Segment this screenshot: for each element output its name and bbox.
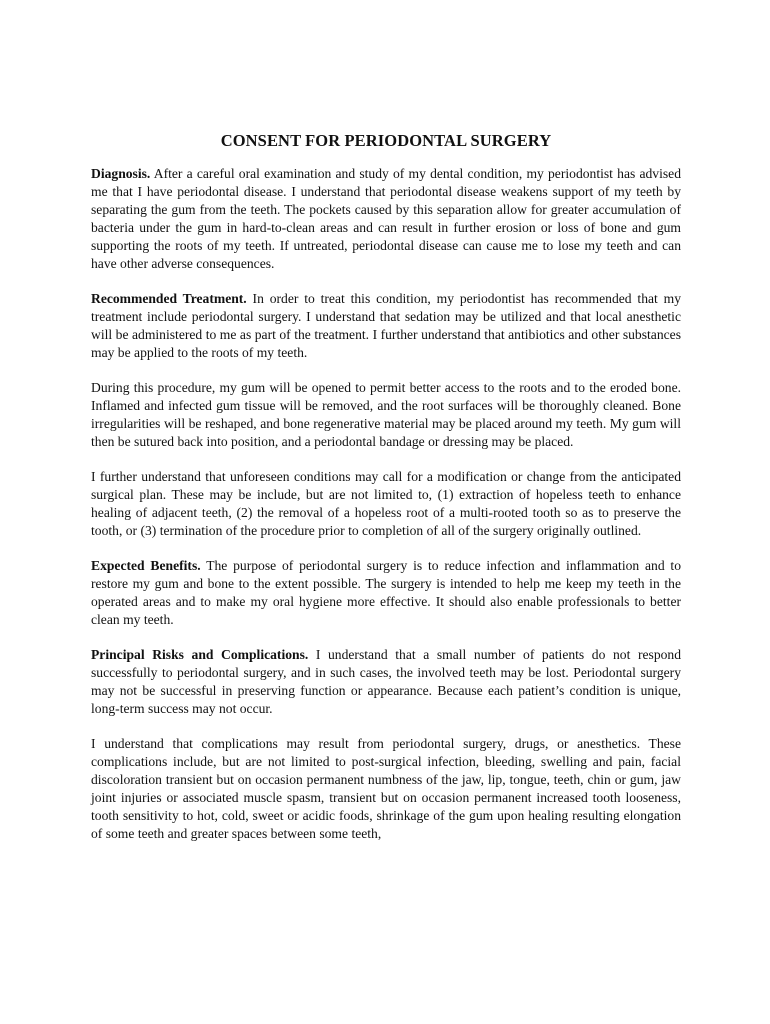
complications-text: I understand that complications may result from periodontal surgery, drugs, or anesthetics. These complications include, but are not limited to post-surgical infection, bleeding, swelling and pain, facial discoloration transient but on occasion permanent numbness of the jaw, lip, tongue, teeth, chin or gum, jaw joint injuries or associated muscle spasm, transient but on occasion permanent increased tooth looseness, tooth sensitivity to hot, cold, sweet or acidic foods, shrinkage of the gum upon healing resulting elongation of some teeth and greater spaces between some teeth, <box>91 736 681 841</box>
unforeseen-conditions-paragraph <box>91 468 681 540</box>
diagnosis-heading: Diagnosis. <box>91 166 151 181</box>
procedure-text: During this procedure, my gum will be opened to permit better access to the roots and to the eroded bone. Inflamed and infected gum tissue will be removed, and the root surfaces will be thoroughly cleaned. Bone irregularities will be reshaped, and bone regenerative material may be placed around my teeth. My gum will then be sutured back into position, and a periodontal bandage or dressing may be placed. <box>91 380 681 449</box>
expected-benefits-heading: Expected Benefits. <box>91 558 201 573</box>
diagnosis-paragraph <box>91 165 681 273</box>
diagnosis-text: After a careful oral examination and study of my dental condition, my periodontist has advised me that I have periodontal disease. I understand that periodontal disease weakens support of my teeth by separating the gum from the teeth. The pockets caused by this separation allow for greater accumulation of bacteria under the gum in hard-to-clean areas and can result in further erosion or loss of bone and gum supporting the roots of my teeth. If untreated, periodontal disease can cause me to lose my teeth and can have other adverse consequences. <box>91 166 681 271</box>
unforeseen-conditions-text: I further understand that unforeseen conditions may call for a modification or change from the anticipated surgical plan. These may be include, but are not limited to, (1) extraction of hopeless teeth to enhance healing of adjacent teeth, (2) the removal of a hopeless root of a multi-rooted tooth so as to preserve the tooth, or (3) termination of the procedure prior to completion of all of the surgery originally outlined. <box>91 469 681 538</box>
principal-risks-paragraph <box>91 646 681 718</box>
complications-paragraph <box>91 735 681 843</box>
recommended-treatment-text: In order to treat this condition, my periodontist has recommended that my treatment include periodontal surgery. I understand that sedation may be utilized and that local anesthetic will be administered to me as part of the treatment. I further understand that antibiotics and other substances may be applied to the roots of my teeth. <box>91 291 682 360</box>
expected-benefits-text: The purpose of periodontal surgery is to reduce infection and inflammation and to restore my gum and bone to the extent possible. The surgery is intended to help me keep my teeth in the operated areas and to make my oral hygiene more effective. It should also enable professionals to better clean my teeth. <box>91 558 681 627</box>
procedure-paragraph <box>91 379 681 451</box>
document-page <box>91 0 681 1024</box>
recommended-treatment-heading: Recommended Treatment. <box>91 291 247 306</box>
document-title: CONSENT FOR PERIODONTAL SURGERY <box>220 131 552 150</box>
expected-benefits-paragraph <box>91 557 681 629</box>
principal-risks-text: I understand that a small number of patients do not respond successfully to periodontal surgery, and in such cases, the involved teeth may be lost. Periodontal surgery may not be successful in preserving function or appearance. Because each patient’s condition is unique, long-term success may not occur. <box>91 647 682 716</box>
recommended-treatment-paragraph <box>91 290 681 362</box>
principal-risks-heading: Principal Risks and Complications. <box>91 647 309 662</box>
